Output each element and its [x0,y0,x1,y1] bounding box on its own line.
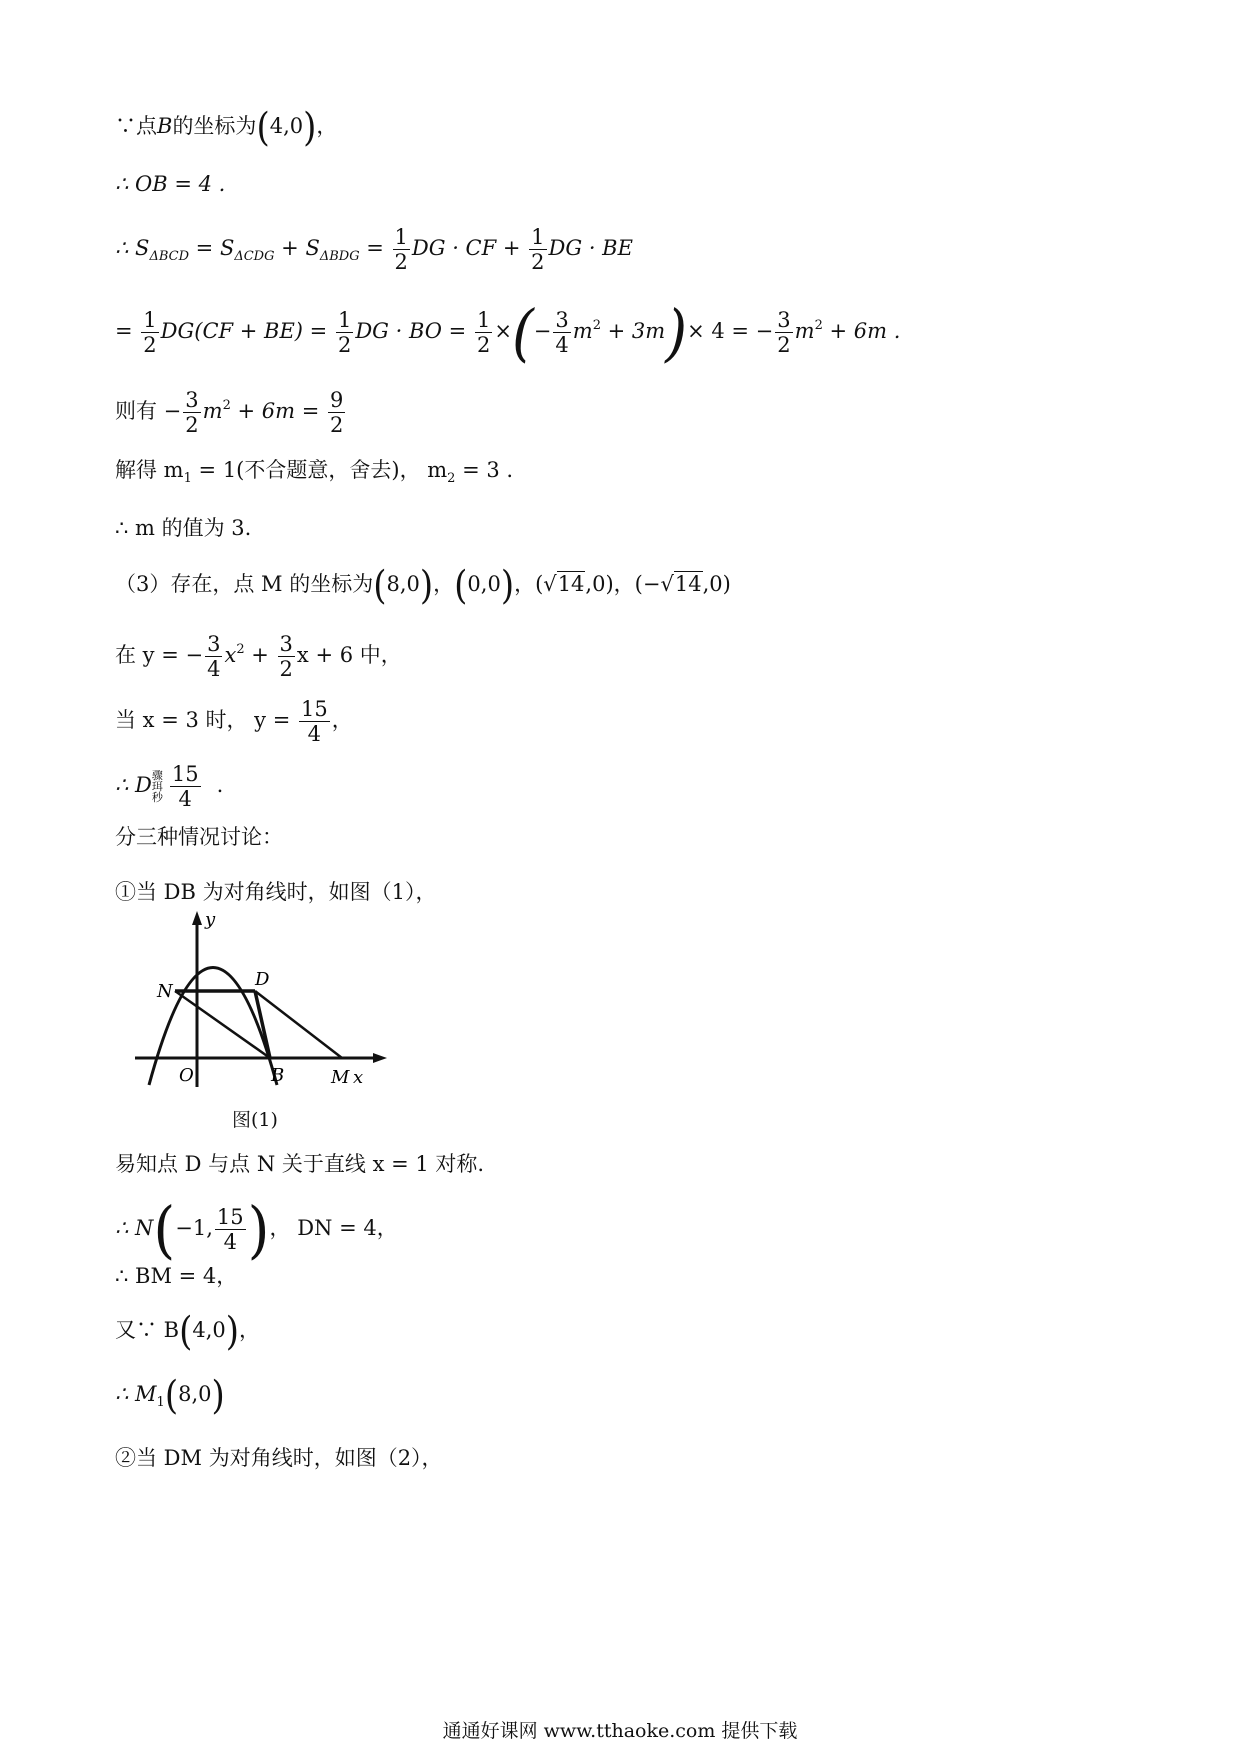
line-15: ∴ N(−1, $\frac{15}{4}$ )， DN = 4， [115,1194,398,1267]
label-y: y [205,909,216,930]
line-13: ①当 DB 为对角线时，如图（1）， [115,880,437,904]
text: ∵点 [115,114,157,138]
label-n: N [157,981,173,1002]
label-m: M [331,1067,350,1088]
label-b: B [271,1065,285,1086]
x-axis-arrow [373,1053,387,1063]
line-16: ∴ BM = 4， [115,1264,238,1288]
line-4: = $\frac{1}{2}$ DG(CF + BE) = $\frac{1}{2}$ DG · BO = $\frac{1}{2}$ ×(− $\frac{3}{4}$ $m^2 + 3m)\times 4$ = − $\frac{3}{2}$ $m^2 + 6m$ . [115,297,901,370]
text: ∴ S [115,236,150,260]
text: DG · CF + [411,236,528,260]
line-5: 则有 − $\frac{3}{2}$ $m^2 + 6m$ = $\frac{9}{2}$ [115,388,344,437]
line-12: 分三种情况讨论： [115,825,283,849]
label-o: O [179,1065,194,1086]
line-9: 在 y = − $\frac{3}{4}$ $x^2$ + $\frac{3}{2}$ x + 6 中， [115,632,402,681]
label-x: x [353,1067,364,1088]
line-10: 当 x = 3 时， y = $\frac{15}{4}$ ， [115,697,353,746]
line-6: 解得 $m_1 = 1$(不合题意，舍去)， $m_2 = 3$ . [115,458,514,486]
text: = [359,236,391,260]
figure-1 [125,905,395,1095]
text: ， [316,114,338,138]
line-3 [115,225,633,274]
line-1: ∵点B的坐标为(4,0)， [115,105,338,151]
label-d: D [255,969,270,990]
line-19: ②当 DM 为对角线时，如图（2）， [115,1446,443,1470]
text: B [157,114,173,138]
line-8: （3）存在，点 M 的坐标为(8,0)，(0,0)，(√14,0)，(−√14,0) [115,563,731,609]
y-axis-arrow [192,911,202,925]
subscript: ΔCDG [234,249,275,264]
text: + S [274,236,320,260]
text: = S [189,236,235,260]
line-14: 易知点 D 与点 N 关于直线 x = 1 对称. [115,1152,485,1176]
footer: 通通好课网 www.tthaoke.com 提供下载 [442,1720,798,1742]
line-17: 又∵ B(4,0)， [115,1309,261,1355]
figure-1-caption: 图(1) [232,1109,278,1131]
line-2: ∴ OB = 4 . [115,172,226,196]
fraction: $\frac{1}{2}$ [531,225,545,274]
text: 4,0 [269,114,304,138]
text: 的坐标为 [172,114,257,138]
subscript: ΔBCD [149,249,189,264]
subscript: ΔBDG [319,249,360,264]
line-11: ∴ D骤 珥 秒 $\frac{15}{4}$ . [115,762,224,811]
line-18: ∴ $M_1(8,0)$ [115,1373,225,1419]
text: DG · BE [548,236,633,260]
fraction: $\frac{1}{2}$ [394,225,408,274]
line-7: ∴ m 的值为 3. [115,516,252,540]
